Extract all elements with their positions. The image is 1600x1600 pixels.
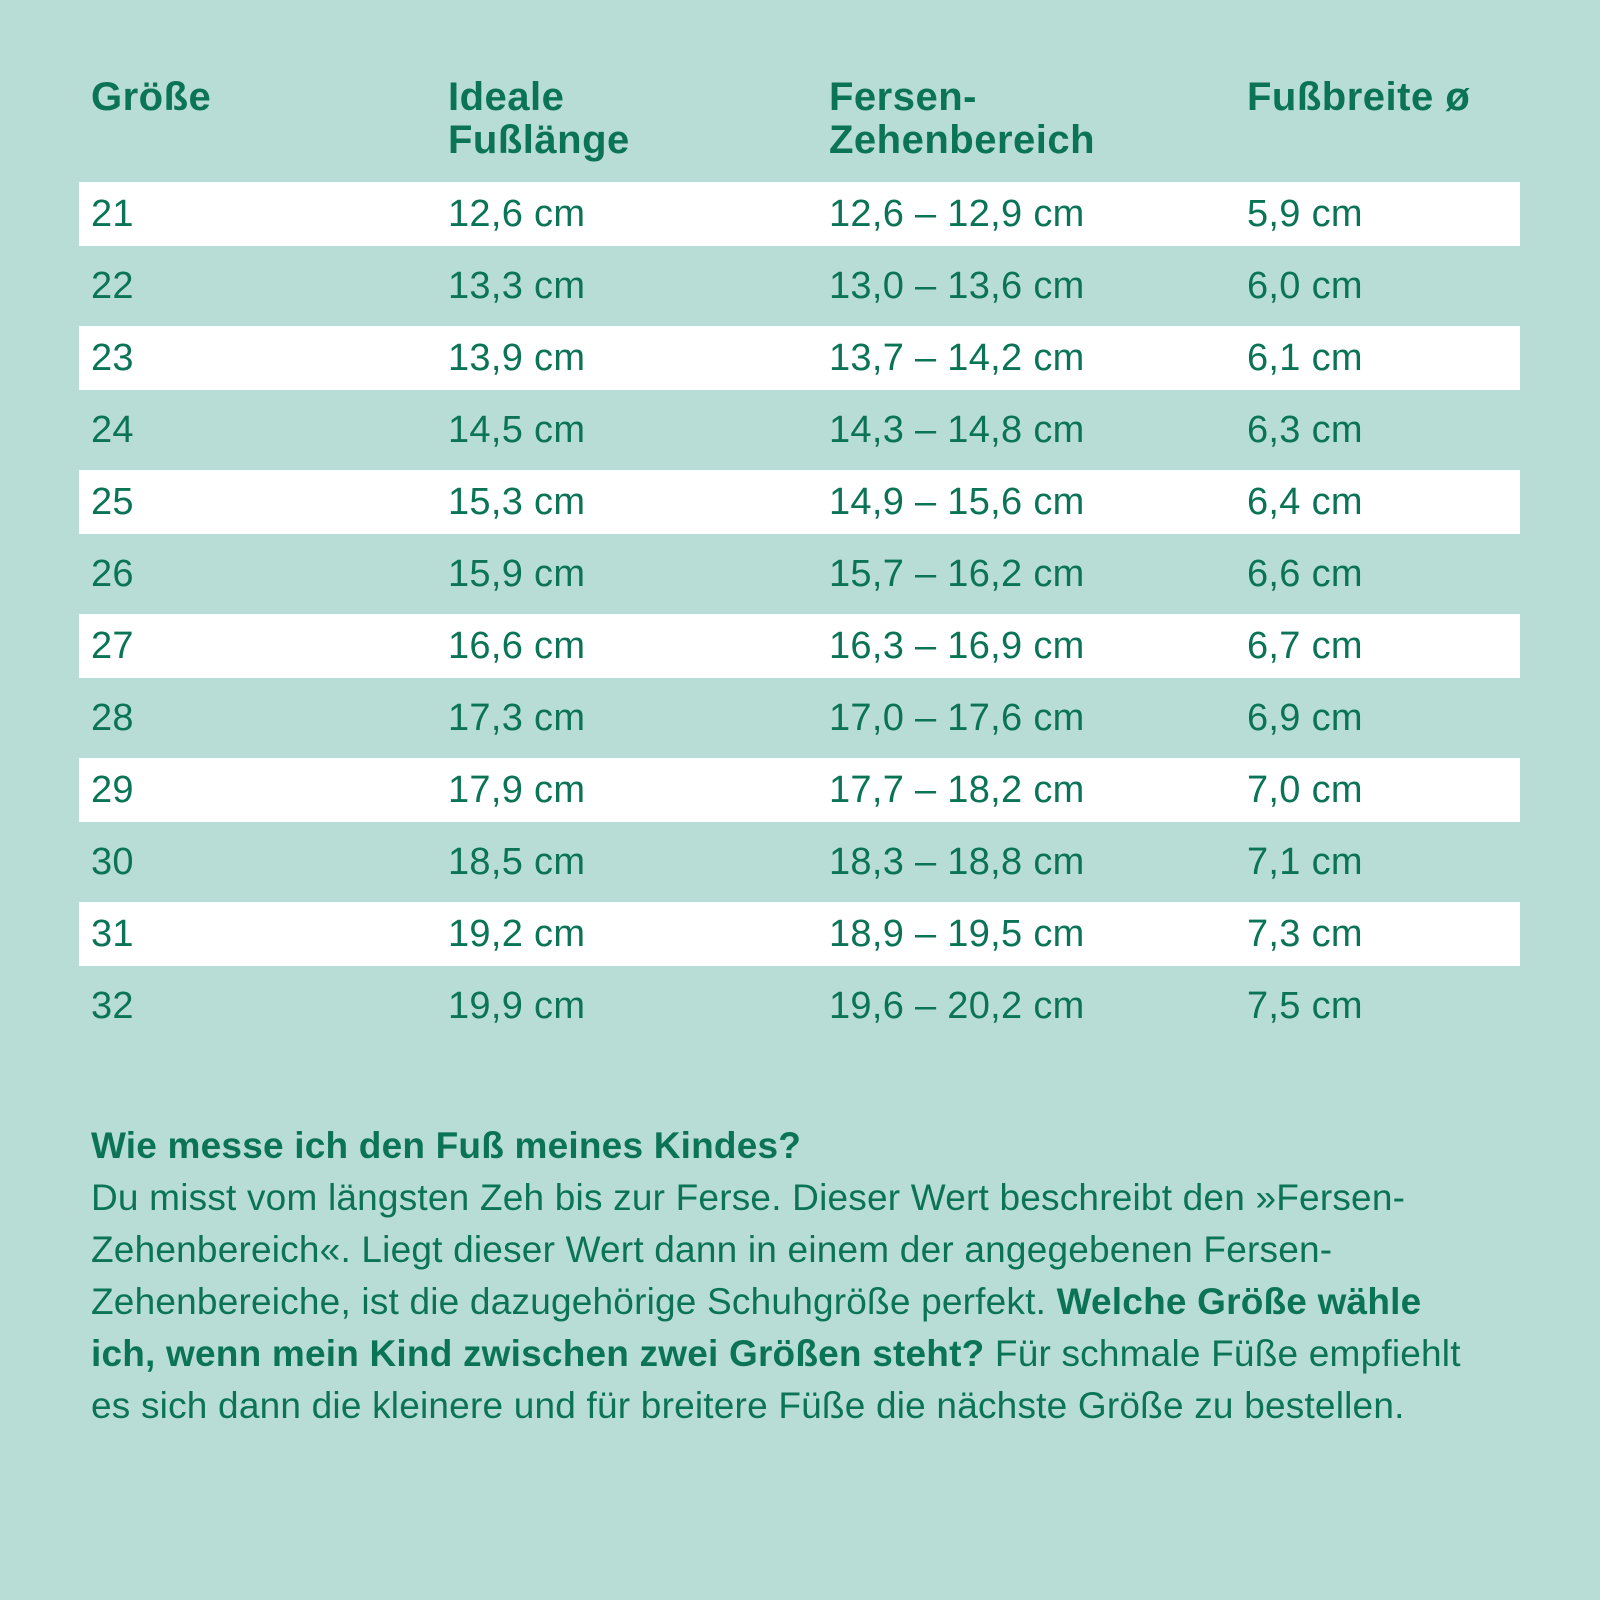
size-table (79, 70, 1520, 1042)
table-row (79, 758, 1520, 822)
cell-length: 17,3 cm (448, 696, 586, 739)
cell-width: 6,1 cm (1247, 336, 1363, 379)
table-row (79, 470, 1520, 534)
cell-range: 18,9 – 19,5 cm (829, 912, 1085, 955)
header-length-line1: Ideale (448, 75, 565, 119)
cell-size: 29 (91, 768, 134, 811)
cell-length: 17,9 cm (448, 768, 586, 811)
header-size-label: Größe (91, 75, 212, 119)
table-row (79, 682, 1520, 754)
info-heading: Wie messe ich den Fuß meines Kindes? (91, 1125, 802, 1166)
cell-width: 7,3 cm (1247, 912, 1363, 955)
header-length-line2: Fußlänge (448, 118, 630, 162)
cell-size: 31 (91, 912, 134, 955)
cell-range: 19,6 – 20,2 cm (829, 984, 1085, 1027)
cell-width: 5,9 cm (1247, 192, 1363, 235)
cell-width: 6,7 cm (1247, 624, 1363, 667)
header-foot-width (1247, 76, 1520, 178)
cell-width: 6,3 cm (1247, 408, 1363, 451)
cell-length: 14,5 cm (448, 408, 586, 451)
cell-range: 14,9 – 15,6 cm (829, 480, 1085, 523)
measuring-info (91, 1120, 1491, 1432)
table-row (79, 250, 1520, 322)
table-row (79, 902, 1520, 966)
header-ideal-length (448, 76, 829, 178)
cell-size: 24 (91, 408, 134, 451)
table-row (79, 394, 1520, 466)
table-row (79, 826, 1520, 898)
header-range-line2: Zehenbereich (829, 118, 1096, 162)
cell-length: 13,9 cm (448, 336, 586, 379)
table-body (79, 182, 1520, 1042)
table-row (79, 614, 1520, 678)
cell-length: 15,9 cm (448, 552, 586, 595)
cell-length: 19,9 cm (448, 984, 586, 1027)
cell-range: 17,7 – 18,2 cm (829, 768, 1085, 811)
cell-length: 16,6 cm (448, 624, 586, 667)
info-question2: Welche Größe wähle ich, wenn mein Kind zwischen zwei Größen steht? (91, 1281, 1422, 1374)
cell-length: 15,3 cm (448, 480, 586, 523)
info-answer1: Du misst vom längsten Zeh bis zur Ferse. Dieser Wert beschreibt den »Fersen-Zehenbereich«. Liegt dieser Wert dann in einem der angegebenen Fersen-Zehenbereiche, ist die dazugehörige Schuhgröße perfekt. (91, 1177, 1406, 1322)
cell-width: 6,9 cm (1247, 696, 1363, 739)
cell-range: 14,3 – 14,8 cm (829, 408, 1085, 451)
cell-range: 13,7 – 14,2 cm (829, 336, 1085, 379)
table-row (79, 538, 1520, 610)
table-row (79, 182, 1520, 246)
cell-size: 32 (91, 984, 134, 1027)
cell-size: 30 (91, 840, 134, 883)
cell-width: 7,1 cm (1247, 840, 1363, 883)
header-range-line1: Fersen- (829, 75, 977, 119)
cell-length: 18,5 cm (448, 840, 586, 883)
cell-range: 18,3 – 18,8 cm (829, 840, 1085, 883)
cell-range: 15,7 – 16,2 cm (829, 552, 1085, 595)
cell-size: 23 (91, 336, 134, 379)
cell-width: 7,5 cm (1247, 984, 1363, 1027)
header-heel-toe-range (829, 76, 1247, 178)
cell-size: 27 (91, 624, 134, 667)
cell-size: 28 (91, 696, 134, 739)
info-paragraph (91, 1172, 1491, 1432)
cell-size: 21 (91, 192, 134, 235)
cell-length: 13,3 cm (448, 264, 586, 307)
cell-range: 12,6 – 12,9 cm (829, 192, 1085, 235)
cell-width: 6,4 cm (1247, 480, 1363, 523)
table-row (79, 970, 1520, 1042)
table-header (79, 70, 1520, 178)
cell-size: 25 (91, 480, 134, 523)
cell-length: 12,6 cm (448, 192, 586, 235)
cell-width: 7,0 cm (1247, 768, 1363, 811)
table-row (79, 326, 1520, 390)
cell-width: 6,6 cm (1247, 552, 1363, 595)
cell-range: 13,0 – 13,6 cm (829, 264, 1085, 307)
cell-range: 16,3 – 16,9 cm (829, 624, 1085, 667)
cell-size: 26 (91, 552, 134, 595)
cell-length: 19,2 cm (448, 912, 586, 955)
cell-range: 17,0 – 17,6 cm (829, 696, 1085, 739)
header-size (79, 76, 448, 178)
info-answer2: Für schmale Füße empfiehlt es sich dann die kleinere und für breitere Füße die nächste Größe zu bestellen. (91, 1333, 1461, 1426)
cell-size: 22 (91, 264, 134, 307)
header-width-label: Fußbreite ø (1247, 75, 1471, 119)
cell-width: 6,0 cm (1247, 264, 1363, 307)
